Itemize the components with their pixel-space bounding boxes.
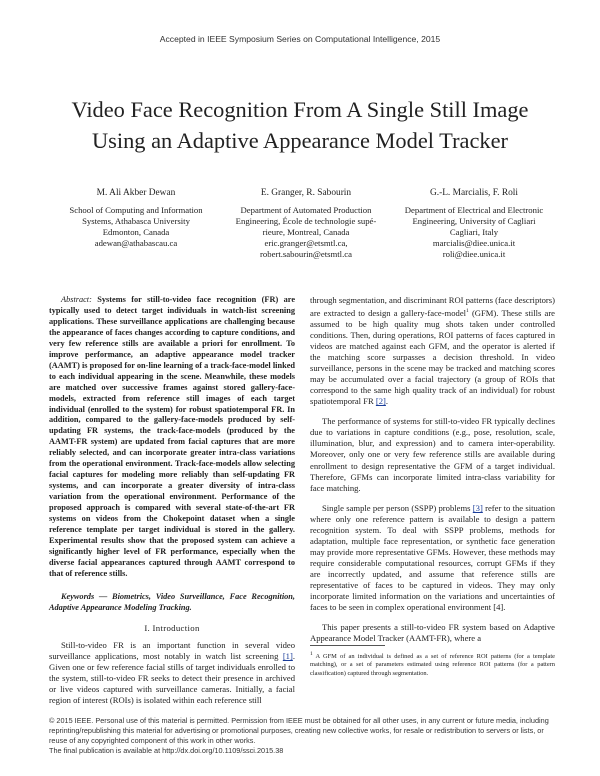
affiliation-line: Department of Automated Production (240, 205, 372, 215)
author-block-2 (218, 188, 394, 260)
abstract-label: Abstract: (61, 295, 92, 304)
footnote (310, 650, 555, 678)
affiliation-line: rieure, Montreal, Canada (262, 227, 350, 237)
venue-note: Accepted in IEEE Symposium Series on Computational Intelligence, 2015 (159, 34, 441, 44)
author-block-3 (386, 188, 562, 260)
footnote-text: A GFM of an individual is defined as a set of reference ROI patterns (for a template matching), or a set of parameters estimated using reference ROI patterns (for a pattern classification) captured through segmentation. (310, 653, 555, 677)
final-publication-link[interactable]: The final publication is available at http://dx.doi.org/10.1109/ssci.2015.38 (49, 746, 284, 755)
affiliation-line: Edmonton, Canada (102, 227, 170, 237)
keywords: Keywords — Biometrics, Video Surveillance, Face Recognition, Adaptive Appearance Modeling Tracking. (49, 591, 295, 612)
body-text: through segmentation, and discriminant ROI patterns (face descriptors) are extracted to design a gallery-face-model (310, 295, 555, 318)
body-text: Single sample per person (SSPP) problems (322, 502, 473, 513)
body-text: . (385, 396, 389, 407)
paper-title (40, 94, 560, 156)
copyright-notice (49, 716, 555, 756)
right-column (310, 295, 555, 644)
author-block-1 (45, 188, 227, 249)
section-heading: I. Introduction (144, 622, 200, 633)
body-text: refer to the situation where only one reference pattern is available to design a pattern recognition system. To deal with SSPP problems, methods for adaptation, multiple face representation, or synthetic face generation may provide more representative GFMs. However, these methods may require considerable computational resources, corrupt GFMs if they are incorrectly updated, and assume that reference stills are representative of faces to be captured in videos. They may only incorporate limited information on the variations and uncertainties of faces to be seen in complex operational environment [4]. (310, 502, 556, 613)
author-email: eric.granger@etsmtl.ca, (264, 238, 348, 248)
body-paragraph: This paper presents a still-to-video FR system based on Adaptive Appearance Model Tracker (AAMT-FR), where a (310, 622, 555, 644)
citation-link[interactable]: [2] (375, 396, 386, 407)
body-paragraph (310, 503, 555, 613)
affiliation-line: Systems, Athabasca University (82, 216, 190, 226)
author-email: adewan@athabascau.ca (94, 238, 178, 248)
affiliation-line: Engineering, University of Cagliari (412, 216, 536, 226)
author-name: E. Granger, R. Sabourin (260, 188, 352, 198)
citation-link[interactable]: [1] (282, 650, 293, 661)
author-email: marcialis@diee.unica.it (432, 238, 516, 248)
body-paragraph: The performance of systems for still-to-video FR typically declines due to variations in capture conditions (e.g., pose, resolution, scale, illumination, blur, and expression) and to camera inter-operability. Moreover, only one or very few reference stills are available during enrollment to design representative the GFM of a target individual. Therefore, GFMs can incorporate limited intra-class variability for face matching. (310, 416, 555, 493)
intro-text: Still-to-video FR is an important function in several video surveillance applications, most notably in watch list screening (49, 639, 295, 661)
affiliation-line: Engineering, École de technologie supé- (235, 216, 377, 226)
footnote-marker: 1 (310, 651, 313, 657)
body-paragraph (310, 295, 555, 407)
intro-paragraph (49, 640, 295, 706)
title-line-2: Using an Adaptive Appearance Model Tracker (92, 128, 508, 153)
left-column (49, 295, 295, 706)
author-email: roli@diee.unica.it (442, 249, 506, 259)
intro-text: . Given one or few reference facial stills of target individuals enrolled to the system, still-to-video FR seeks to detect their presence in archived or live videos captured with surveillance cameras. Initially, a facial region of interest (ROIs) is isolated within each reference still (49, 650, 295, 706)
author-email: robert.sabourin@etsmtl.ca (260, 249, 352, 259)
copyright-text: © 2015 IEEE. Personal use of this material is permitted. Permission from IEEE must be obtained for all other uses, in any current or future media, including reprinting/republishing this material for advertising or promotional purposes, creating new collective works, for resale or redistribution to servers or lists, or reuse of any copyrighted component of this work in other works. (49, 716, 549, 745)
affiliation-line: School of Computing and Information (69, 205, 203, 215)
abstract (49, 295, 295, 580)
footnote-divider (310, 645, 385, 646)
author-name: M. Ali Akber Dewan (96, 188, 176, 198)
footnote-marker: 1 (466, 308, 469, 315)
body-text: (GFM). These stills are assumed to be high quality mug shots taken under controlled conditions. Then, during operations, ROI patterns of faces captured in videos are matched against each GFM, and the operator is alerted if the matching score surpasses a decision threshold. In video surveillance, persons in the scene may be tracked and matching scores may be accumulated over a facial trajectory (a group of ROIs that correspond to the same high quality track of an individual) for robust spatiotemporal FR (310, 307, 555, 407)
abstract-text: Systems for still-to-video face recognition (FR) are typically used to detect target individuals in watch-list screening applications. These surveillance applications are challenging because the appearance of faces changes according to capture conditions, and very few reference stills are available a priori for enrollment. To improve performance, an adaptive appearance model tracker (AAMT) is proposed for on-line learning of a track-face-model linked to each individual appearing in the scene. Meanwhile, these models are matched over successive frames against stored gallery-face-models, extracted from reference still images of each target individual (enrolled to the system) for robust spatiotemporal FR. In addition, compared to the gallery-face-models produced by self-updating FR systems, the track-face-models (produced by the AAMT-FR system) are updated from facial captures that are more reliably selected, and can incorporate greater intra-class variations from the operational environment. Track-face-models allow selecting facial captures for modeling more reliably than self-updating FR systems, and can incorporate a greater diversity of intra-class variation from the operational environment. Performance of the proposed approach is compared with several state-of-the-art FR systems on videos from the Chokepoint dataset when a single reference template per target individual is stored in the gallery. Experimental results show that the proposed system can achieve a significantly higher level of FR performance, especially when the diverse facial appearances captured through AAMT correspond to that of reference stills. (49, 295, 295, 578)
affiliation-line: Cagliari, Italy (449, 227, 499, 237)
title-line-1: Video Face Recognition From A Single Still Image (71, 97, 529, 122)
affiliation-line: Department of Electrical and Electronic (404, 205, 544, 215)
author-name: G.-L. Marcialis, F. Roli (429, 188, 519, 198)
citation-link[interactable]: [3] (472, 502, 483, 513)
